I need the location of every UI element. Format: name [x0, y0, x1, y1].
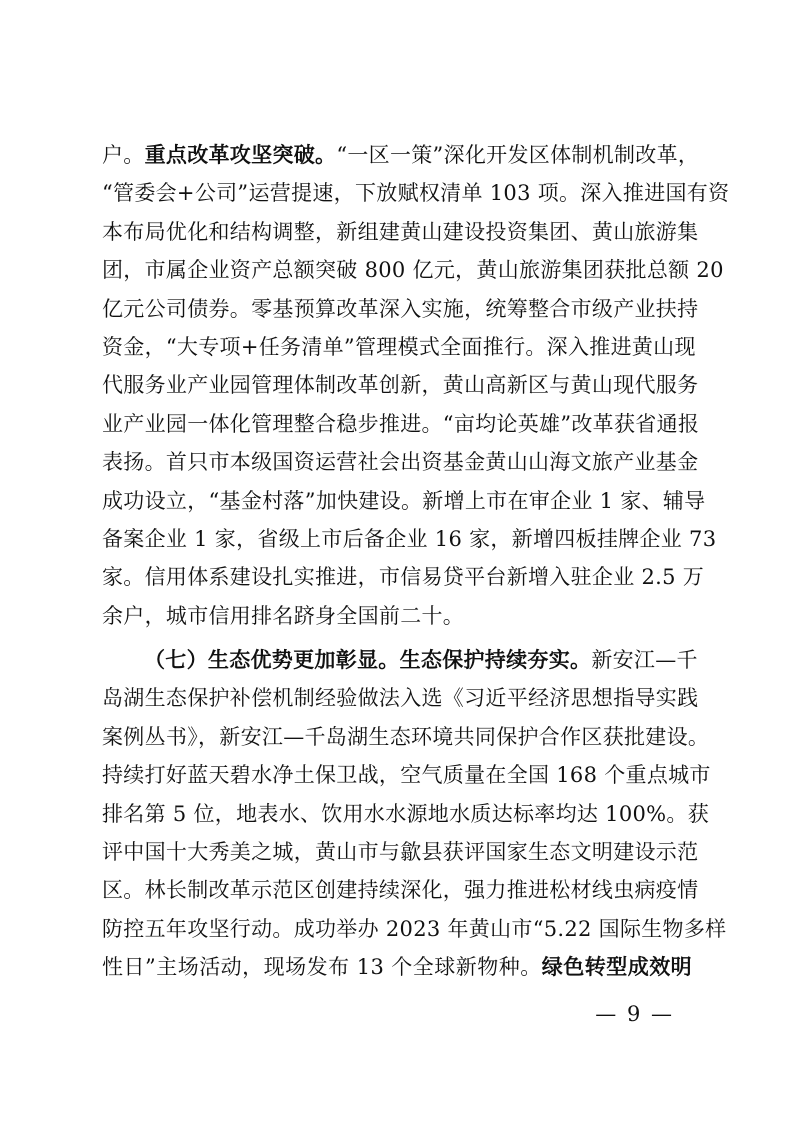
text-line	[102, 948, 692, 986]
body-text-run: 岛湖生态保护补偿机制经验做法入选《习近平经济思想指导实践	[102, 686, 699, 711]
text-line	[102, 328, 696, 366]
body-text-run: 性日”主场活动，现场发布 13 个全球新物种。	[102, 955, 542, 980]
text-line	[102, 871, 699, 909]
text-line	[102, 136, 700, 174]
body-text-run: “管委会+公司”运营提速，下放赋权清单 103 项。深入推进国有资	[102, 181, 730, 206]
body-text	[102, 136, 730, 987]
text-line	[102, 520, 717, 558]
page-number: — 9 —	[595, 1002, 674, 1026]
body-text-run: 排名第 5 位，地表水、饮用水水源地水质达标率均达 100%。获	[102, 801, 710, 826]
text-line	[102, 558, 705, 596]
text-line	[102, 366, 699, 404]
text-line	[102, 756, 711, 794]
text-line	[102, 213, 699, 251]
body-text-run: 成功设立，“基金村落”加快建设。新增上市在审企业 1 家、辅导	[102, 488, 706, 513]
bold-heading-text: 绿色转型成效明	[541, 955, 692, 980]
text-line	[102, 679, 699, 717]
body-text-run: 代服务业产业园管理体制改革创新，黄山高新区与黄山现代服务	[102, 373, 699, 398]
body-text-run: 家。信用体系建设扎实推进，市信易贷平台新增入驻企业 2.5 万	[102, 565, 705, 590]
text-line	[102, 405, 700, 443]
text-line	[102, 795, 710, 833]
body-text-run: 团，市属企业资产总额突破 800 亿元，黄山旅游集团获批总额 20	[102, 258, 724, 283]
text-line	[102, 251, 724, 289]
body-text-run: 防控五年攻坚行动。成功举办 2023 年黄山市“5.22 国际生物多样	[102, 916, 727, 941]
bold-heading-text: 重点改革攻坚突破。	[144, 143, 337, 167]
body-text-run: 本布局优化和结构调整，新组建黄山建设投资集团、黄山旅游集	[102, 219, 699, 244]
body-text-run: 余户，城市信用排名跻身全国前二十。	[102, 603, 465, 628]
body-text-run: 持续打好蓝天碧水净土保卫战，空气质量在全国 168 个重点城市	[102, 763, 711, 788]
text-line	[102, 290, 699, 328]
body-text-run: 业产业园一体化管理整合稳步推进。“亩均论英雄”改革获省通报	[102, 411, 700, 436]
body-text-run: “一区一策”深化开发区体制机制改革，	[336, 143, 700, 167]
text-line	[102, 174, 730, 212]
body-text-run: 户。	[102, 143, 145, 167]
bold-heading-text: （七）生态优势更加彰显。生态保护持续夯实。	[144, 648, 592, 673]
body-text-run: 评中国十大秀美之城，黄山市与歙县获评国家生态文明建设示范	[102, 840, 699, 865]
text-line	[102, 443, 699, 481]
text-line	[102, 833, 699, 871]
text-line	[102, 910, 727, 948]
body-text-run: 备案企业 1 家，省级上市后备企业 16 家，新增四板挂牌企业 73	[102, 526, 717, 551]
body-text-run: 区。林长制改革示范区创建持续深化，强力推进松材线虫病疫情	[102, 878, 699, 903]
text-line	[102, 641, 698, 679]
body-text-run: 亿元公司债券。零基预算改革深入实施，统筹整合市级产业扶持	[102, 296, 699, 321]
body-text-run: 案例丛书》，新安江—千岛湖生态环境共同保护合作区获批建设。	[102, 724, 710, 749]
body-text-run: 新安江—千	[591, 648, 698, 673]
text-line	[102, 482, 706, 520]
text-line	[102, 718, 710, 756]
body-text-run: 资金，“大专项+任务清单”管理模式全面推行。深入推进黄山现	[102, 334, 696, 359]
body-text-run: 表扬。首只市本级国资运营社会出资基金黄山山海文旅产业基金	[102, 450, 699, 475]
text-line	[102, 597, 692, 635]
